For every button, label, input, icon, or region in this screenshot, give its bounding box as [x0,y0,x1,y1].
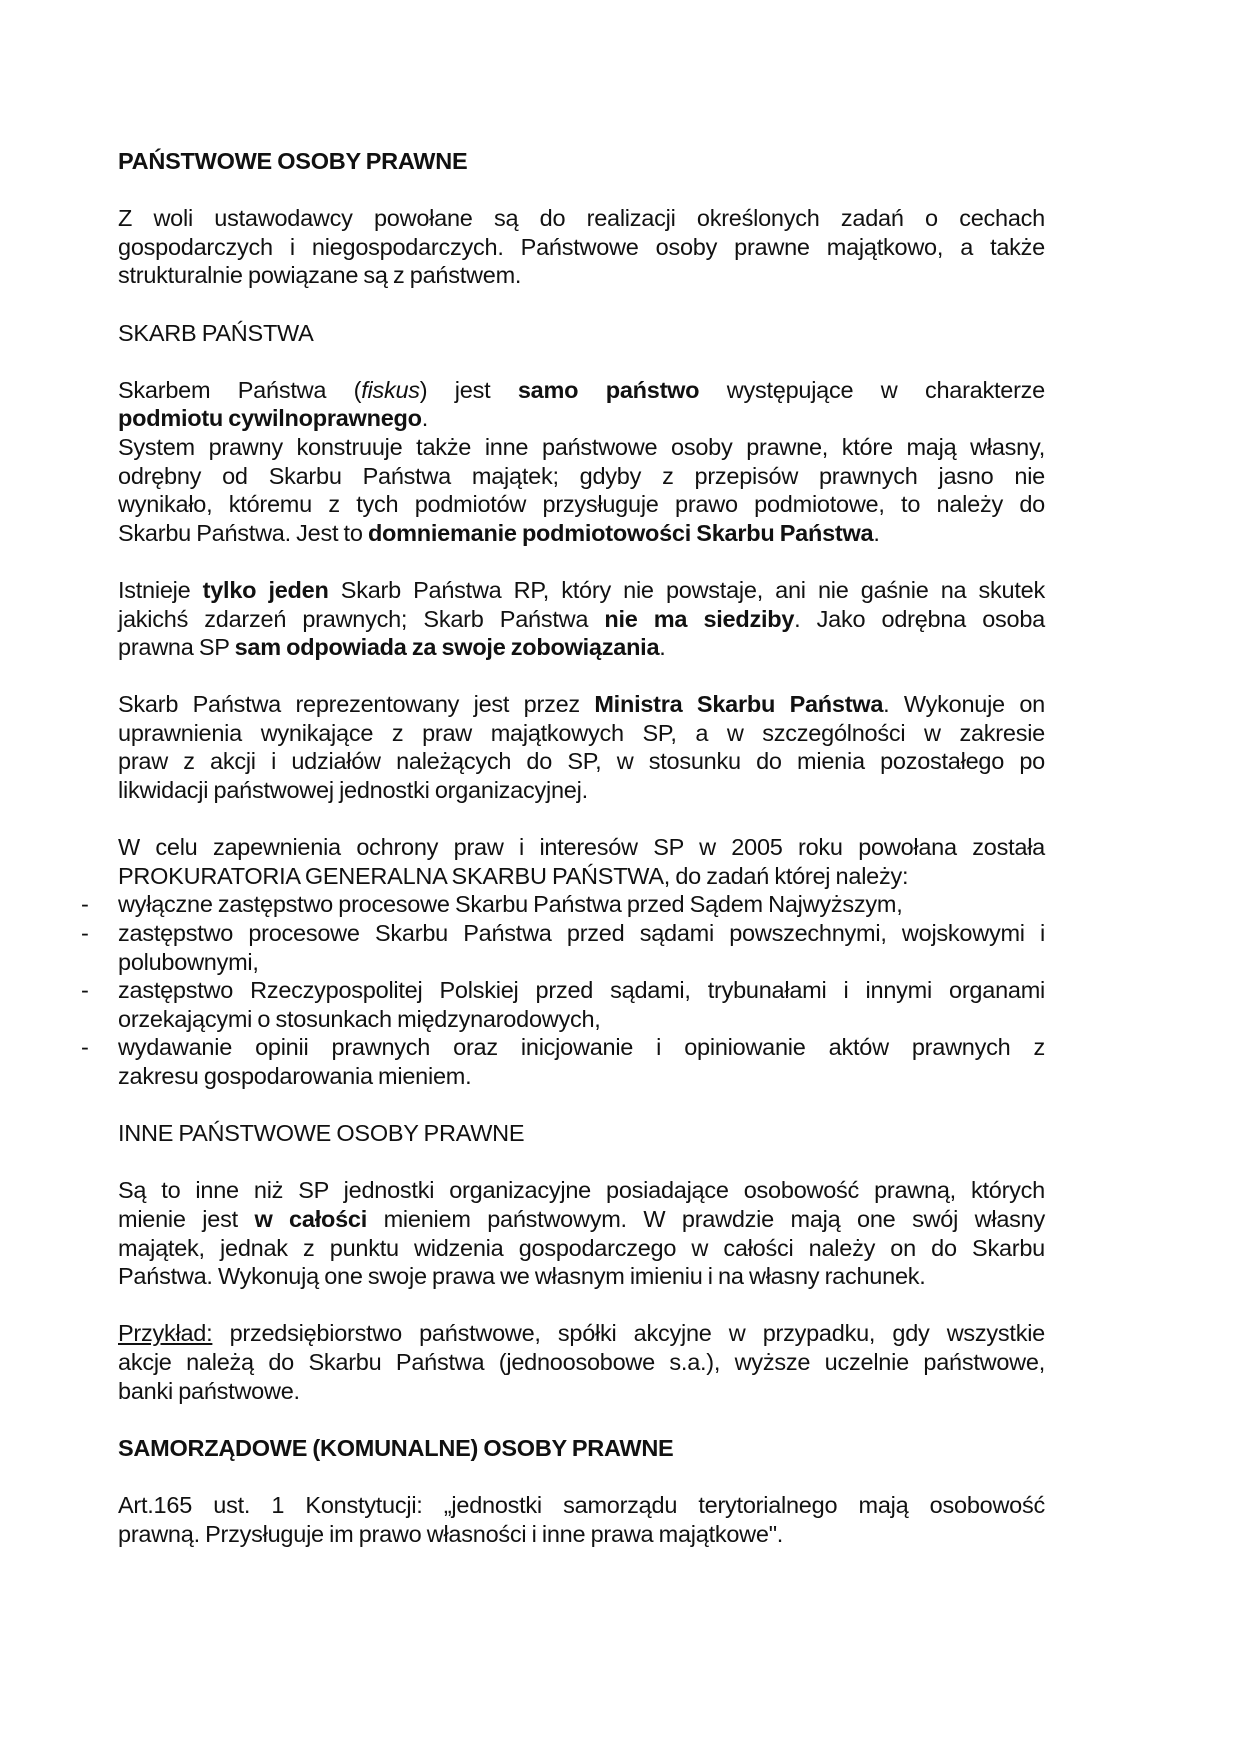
text-run: wynikało, któremu z tych podmiotów przysługuje prawo podmiotowe, to należy do [118,491,1045,518]
text-line [118,319,1045,348]
text-run: prawną. Przysługuje im prawo własności i inne prawa majątkowe". [118,1520,784,1547]
text-line [118,1319,1045,1348]
text-run: . [421,405,429,432]
text-line [118,147,1045,176]
text-line [118,1005,1045,1034]
text-line [118,490,1045,519]
text-line [118,1434,1045,1463]
text-run: odrębny od Skarbu Państwa majątek; gdyby z przepisów prawnych jasno nie [118,462,1045,489]
list-bullet: - [81,891,89,918]
text-run: praw z akcji i udziałów należących do SP, w stosunku do mienia pozostałego po [118,748,1045,775]
text-line [118,576,1045,605]
text-line [118,690,1045,719]
text-run: Skarb Państwa RP, który nie powstaje, ani nie gaśnie na skutek [328,576,1045,603]
text-run: mieniem państwowym. W prawdzie mają one swój własny [367,1205,1046,1232]
underlined-text: Przykład: [118,1320,213,1347]
section-heading [118,147,1045,176]
text-run: gospodarczych i niegospodarczych. Państwowe osoby prawne majątkowo, a także [118,233,1045,260]
text-run: zakresu gospodarowania mieniem. [118,1063,472,1089]
paragraph [118,376,1045,548]
section-heading [118,319,1045,348]
text-run: likwidacji państwowej jednostki organizacyjnej. [118,777,588,804]
text-run: SKARB PAŃSTWA [118,319,314,346]
text-run: wydawanie opinii prawnych oraz inicjowanie i opiniowanie aktów prawnych z [118,1034,1045,1061]
text-line [118,1520,1045,1549]
text-run: PROKURATORIA GENERALNA SKARBU PAŃSTWA, do zadań której należy: [118,862,909,889]
text-line [81,1033,1045,1062]
paragraph [118,204,1045,290]
text-run: SAMORZĄDOWE (KOMUNALNE) OSOBY PRAWNE [118,1434,674,1461]
text-line [118,1062,1045,1091]
bold-text: sam odpowiada za swoje zobowiązania [234,634,660,661]
text-run: występujące w charakterze [699,376,1045,403]
text-line [118,862,1045,891]
paragraph [118,690,1045,804]
bold-text: tylko jeden [202,576,329,603]
text-run: zastępstwo Rzeczypospolitej Polskiej przed sądami, trybunałami i innymi organami [118,977,1045,1004]
text-line [81,919,1045,948]
text-line [118,433,1045,462]
list-bullet: - [81,977,89,1004]
text-run: orzekającymi o stosunkach międzynarodowych, [118,1005,601,1032]
text-line [118,948,1045,977]
text-line [118,1119,1045,1148]
text-run: jakichś zdarzeń prawnych; Skarb Państwa [118,605,605,632]
text-run: . Wykonuje on [883,691,1045,718]
text-run: wyłączne zastępstwo procesowe Skarbu Państwa przed Sądem Najwyższym, [118,891,903,918]
text-run: System prawny konstruuje także inne państwowe osoby prawne, które mają własny, [118,433,1045,460]
text-run: Państwa. Wykonują one swoje prawa we własnym imieniu i na własny rachunek. [118,1263,926,1290]
bold-text: nie ma siedziby [604,605,795,632]
text-line [118,747,1045,776]
text-run: prawna SP [118,634,235,661]
text-line [118,462,1045,491]
text-run: . [873,519,880,546]
text-run: . [659,634,666,661]
paragraph [118,576,1045,662]
text-line [118,633,1045,662]
list-bullet: - [81,1034,89,1061]
list-bullet: - [81,920,89,947]
text-run: Skarbu Państwa. Jest to [118,519,368,546]
text-line [118,776,1045,805]
paragraph [81,833,1045,1090]
text-line [118,1262,1045,1291]
text-run: ) jest [419,376,518,403]
bold-text: Ministra Skarbu Państwa [594,691,884,718]
text-line [118,1176,1045,1205]
paragraph [118,1491,1045,1548]
text-run: majątek, jednak z punktu widzenia gospodarczego w całości należy on do Skarbu [118,1234,1045,1261]
text-line [118,719,1045,748]
text-run: akcje należą do Skarbu Państwa (jednoosobowe s.a.), wyższe uczelnie państwowe, [118,1348,1045,1375]
section-heading [118,1119,1045,1148]
text-run: . Jako odrębna osoba [794,605,1045,632]
text-line [118,233,1045,262]
text-run: W celu zapewnienia ochrony praw i interesów SP w 2005 roku powołana została [118,834,1045,861]
text-line [118,605,1045,634]
section-heading [118,1434,1045,1463]
bold-text: domniemanie podmiotowości Skarbu Państwa [367,519,874,546]
text-run: banki państwowe. [118,1377,300,1404]
text-line [118,1205,1045,1234]
text-line [118,1491,1045,1520]
text-run: INNE PAŃSTWOWE OSOBY PRAWNE [118,1120,525,1147]
text-line [118,519,1045,548]
text-run: przedsiębiorstwo państwowe, spółki akcyjne w przypadku, gdy wszystkie [212,1320,1045,1347]
text-line [118,1377,1045,1406]
bold-text: w całości [254,1205,368,1232]
text-run: zastępstwo procesowe Skarbu Państwa przed sądami powszechnymi, wojskowymi i [118,920,1045,947]
text-run: mienie jest [118,1205,255,1232]
text-run: strukturalnie powiązane są z państwem. [118,262,522,289]
italic-text: fiskus [361,376,420,403]
text-line [81,976,1045,1005]
text-line [118,1234,1045,1263]
text-line [118,833,1045,862]
text-run: Skarb Państwa reprezentowany jest przez [118,691,595,718]
text-line [118,376,1045,405]
text-line [81,890,1045,919]
text-run: Skarbem Państwa ( [118,376,362,403]
bold-text: samo państwo [517,376,700,403]
text-line [118,204,1045,233]
paragraph [118,1176,1045,1290]
text-run: PAŃSTWOWE OSOBY PRAWNE [118,148,468,174]
text-run: uprawnienia wynikające z praw majątkowych SP, a w szczególności w zakresie [118,719,1045,746]
text-line [118,1348,1045,1377]
text-run: Z woli ustawodawcy powołane są do realizacji określonych zadań o cechach [118,205,1045,232]
text-run: Istnieje [118,576,203,603]
text-line [118,404,1045,433]
text-run: Są to inne niż SP jednostki organizacyjne posiadające osobowość prawną, których [118,1177,1045,1204]
bold-text: podmiotu cywilnoprawnego [118,405,422,432]
text-line [118,261,1045,290]
text-run: Art.165 ust. 1 Konstytucji: „jednostki samorządu terytorialnego mają osobowość [118,1491,1045,1518]
paragraph [118,1319,1045,1405]
text-run: polubownymi, [118,948,259,975]
document-page [81,147,1046,1577]
